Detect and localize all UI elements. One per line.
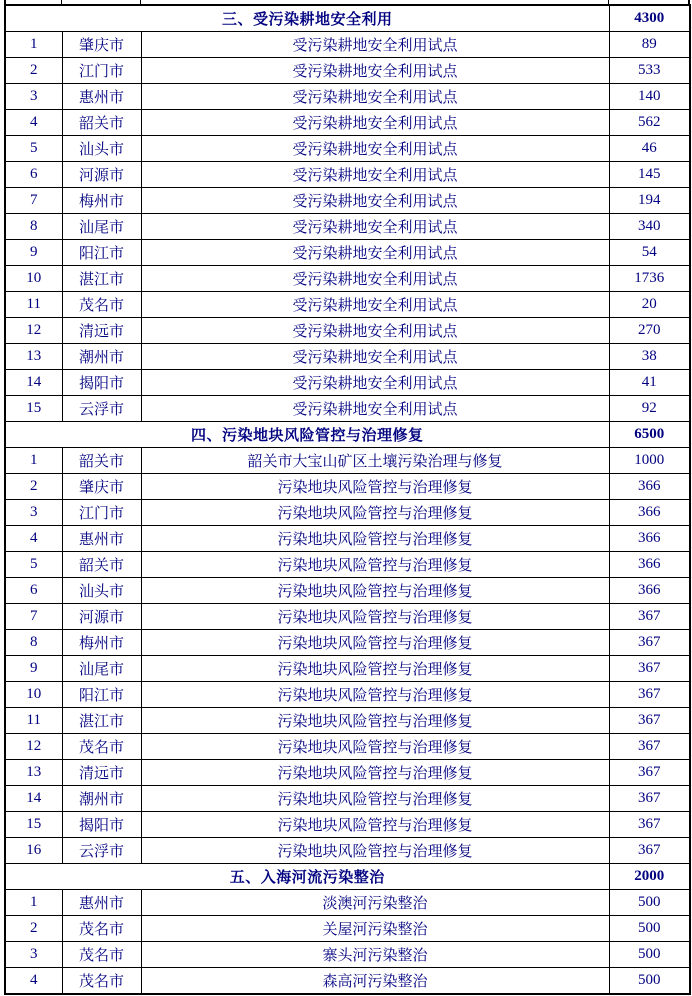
city-cell: 茂名市 [62, 734, 141, 760]
city-cell: 韶关市 [62, 110, 141, 136]
amount-cell: 367 [609, 838, 690, 864]
amount-cell: 366 [609, 474, 690, 500]
allocation-table-body [5, 5, 690, 994]
row-number-cell: 2 [5, 58, 62, 84]
section-header-row [5, 864, 690, 890]
section-title: 四、污染地块风险管控与治理修复 [5, 422, 609, 448]
project-cell: 污染地块风险管控与治理修复 [141, 552, 609, 578]
amount-cell: 41 [609, 370, 690, 396]
table-row [5, 968, 690, 995]
project-cell: 受污染耕地安全利用试点 [141, 344, 609, 370]
amount-cell: 367 [609, 760, 690, 786]
table-row [5, 500, 690, 526]
row-number-cell: 4 [5, 968, 62, 995]
amount-cell: 500 [609, 916, 690, 942]
row-number-cell: 8 [5, 214, 62, 240]
amount-cell: 367 [609, 682, 690, 708]
city-cell: 河源市 [62, 604, 141, 630]
city-cell: 潮州市 [62, 344, 141, 370]
row-number-cell: 1 [5, 32, 62, 58]
table-row [5, 292, 690, 318]
row-number-cell: 8 [5, 630, 62, 656]
row-number-cell: 3 [5, 500, 62, 526]
city-cell: 清远市 [62, 760, 141, 786]
city-cell: 茂名市 [62, 968, 141, 995]
table-row [5, 32, 690, 58]
project-cell: 受污染耕地安全利用试点 [141, 110, 609, 136]
city-cell: 揭阳市 [62, 370, 141, 396]
table-row [5, 734, 690, 760]
city-cell: 惠州市 [62, 84, 141, 110]
project-cell: 受污染耕地安全利用试点 [141, 188, 609, 214]
row-number-cell: 5 [5, 136, 62, 162]
city-cell: 清远市 [62, 318, 141, 344]
section-header-row [5, 422, 690, 448]
table-row [5, 526, 690, 552]
city-cell: 汕头市 [62, 578, 141, 604]
table-row [5, 760, 690, 786]
table-row [5, 916, 690, 942]
table-row [5, 656, 690, 682]
project-cell: 污染地块风险管控与治理修复 [141, 682, 609, 708]
project-cell: 污染地块风险管控与治理修复 [141, 812, 609, 838]
table-row [5, 136, 690, 162]
project-cell: 韶关市大宝山矿区土壤污染治理与修复 [141, 448, 609, 474]
table-row [5, 318, 690, 344]
row-number-cell: 7 [5, 188, 62, 214]
city-cell: 河源市 [62, 162, 141, 188]
table-row [5, 838, 690, 864]
amount-cell: 20 [609, 292, 690, 318]
table-row [5, 682, 690, 708]
table-row [5, 370, 690, 396]
amount-cell: 366 [609, 552, 690, 578]
table-row [5, 474, 690, 500]
table-row [5, 240, 690, 266]
row-number-cell: 10 [5, 266, 62, 292]
city-cell: 湛江市 [62, 266, 141, 292]
city-cell: 汕尾市 [62, 214, 141, 240]
row-number-cell: 9 [5, 240, 62, 266]
city-cell: 惠州市 [62, 890, 141, 916]
table-row [5, 942, 690, 968]
project-cell: 污染地块风险管控与治理修复 [141, 630, 609, 656]
row-number-cell: 10 [5, 682, 62, 708]
project-cell: 污染地块风险管控与治理修复 [141, 656, 609, 682]
city-cell: 揭阳市 [62, 812, 141, 838]
amount-cell: 340 [609, 214, 690, 240]
city-cell: 汕尾市 [62, 656, 141, 682]
allocation-table [4, 4, 691, 995]
amount-cell: 194 [609, 188, 690, 214]
row-number-cell: 11 [5, 708, 62, 734]
table-row [5, 214, 690, 240]
project-cell: 污染地块风险管控与治理修复 [141, 734, 609, 760]
amount-cell: 366 [609, 526, 690, 552]
city-cell: 汕头市 [62, 136, 141, 162]
city-cell: 阳江市 [62, 682, 141, 708]
section-total: 4300 [609, 5, 690, 32]
city-cell: 江门市 [62, 58, 141, 84]
row-number-cell: 12 [5, 318, 62, 344]
city-cell: 肇庆市 [62, 474, 141, 500]
table-row [5, 448, 690, 474]
project-cell: 污染地块风险管控与治理修复 [141, 838, 609, 864]
amount-cell: 92 [609, 396, 690, 422]
amount-cell: 270 [609, 318, 690, 344]
table-row [5, 708, 690, 734]
table-row [5, 266, 690, 292]
amount-cell: 367 [609, 734, 690, 760]
amount-cell: 367 [609, 708, 690, 734]
table-row [5, 344, 690, 370]
city-cell: 茂名市 [62, 916, 141, 942]
amount-cell: 533 [609, 58, 690, 84]
city-cell: 梅州市 [62, 188, 141, 214]
table-row [5, 786, 690, 812]
amount-cell: 367 [609, 630, 690, 656]
amount-cell: 366 [609, 578, 690, 604]
amount-cell: 367 [609, 656, 690, 682]
city-cell: 惠州市 [62, 526, 141, 552]
table-row [5, 604, 690, 630]
city-cell: 云浮市 [62, 838, 141, 864]
amount-cell: 145 [609, 162, 690, 188]
project-cell: 受污染耕地安全利用试点 [141, 162, 609, 188]
table-row [5, 396, 690, 422]
project-cell: 污染地块风险管控与治理修复 [141, 526, 609, 552]
amount-cell: 367 [609, 812, 690, 838]
project-cell: 受污染耕地安全利用试点 [141, 370, 609, 396]
project-cell: 受污染耕地安全利用试点 [141, 292, 609, 318]
amount-cell: 367 [609, 786, 690, 812]
project-cell: 受污染耕地安全利用试点 [141, 214, 609, 240]
amount-cell: 140 [609, 84, 690, 110]
row-number-cell: 15 [5, 396, 62, 422]
city-cell: 韶关市 [62, 448, 141, 474]
city-cell: 茂名市 [62, 942, 141, 968]
amount-cell: 500 [609, 942, 690, 968]
section-total: 2000 [609, 864, 690, 890]
row-number-cell: 5 [5, 552, 62, 578]
row-number-cell: 13 [5, 344, 62, 370]
row-number-cell: 9 [5, 656, 62, 682]
row-number-cell: 14 [5, 786, 62, 812]
project-cell: 污染地块风险管控与治理修复 [141, 708, 609, 734]
project-cell: 关屋河污染整治 [141, 916, 609, 942]
amount-cell: 54 [609, 240, 690, 266]
city-cell: 潮州市 [62, 786, 141, 812]
row-number-cell: 15 [5, 812, 62, 838]
project-cell: 受污染耕地安全利用试点 [141, 84, 609, 110]
row-number-cell: 3 [5, 84, 62, 110]
project-cell: 污染地块风险管控与治理修复 [141, 786, 609, 812]
city-cell: 韶关市 [62, 552, 141, 578]
section-title: 三、受污染耕地安全利用 [5, 5, 609, 32]
project-cell: 污染地块风险管控与治理修复 [141, 500, 609, 526]
amount-cell: 38 [609, 344, 690, 370]
project-cell: 受污染耕地安全利用试点 [141, 32, 609, 58]
row-number-cell: 12 [5, 734, 62, 760]
amount-cell: 367 [609, 604, 690, 630]
table-row [5, 578, 690, 604]
amount-cell: 500 [609, 968, 690, 995]
row-number-cell: 2 [5, 474, 62, 500]
row-number-cell: 11 [5, 292, 62, 318]
amount-cell: 89 [609, 32, 690, 58]
section-title: 五、入海河流污染整治 [5, 864, 609, 890]
city-cell: 茂名市 [62, 292, 141, 318]
row-number-cell: 4 [5, 526, 62, 552]
table-row [5, 84, 690, 110]
project-cell: 受污染耕地安全利用试点 [141, 240, 609, 266]
amount-cell: 366 [609, 500, 690, 526]
row-number-cell: 14 [5, 370, 62, 396]
row-number-cell: 1 [5, 448, 62, 474]
row-number-cell: 3 [5, 942, 62, 968]
table-row [5, 630, 690, 656]
amount-cell: 46 [609, 136, 690, 162]
section-header-row [5, 5, 690, 32]
row-number-cell: 2 [5, 916, 62, 942]
amount-cell: 1736 [609, 266, 690, 292]
project-cell: 受污染耕地安全利用试点 [141, 136, 609, 162]
section-total: 6500 [609, 422, 690, 448]
project-cell: 森高河污染整治 [141, 968, 609, 995]
row-number-cell: 7 [5, 604, 62, 630]
project-cell: 污染地块风险管控与治理修复 [141, 474, 609, 500]
project-cell: 受污染耕地安全利用试点 [141, 58, 609, 84]
table-row [5, 552, 690, 578]
project-cell: 污染地块风险管控与治理修复 [141, 760, 609, 786]
project-cell: 受污染耕地安全利用试点 [141, 396, 609, 422]
row-number-cell: 4 [5, 110, 62, 136]
city-cell: 肇庆市 [62, 32, 141, 58]
city-cell: 阳江市 [62, 240, 141, 266]
project-cell: 寨头河污染整治 [141, 942, 609, 968]
city-cell: 梅州市 [62, 630, 141, 656]
city-cell: 云浮市 [62, 396, 141, 422]
row-number-cell: 6 [5, 578, 62, 604]
project-cell: 污染地块风险管控与治理修复 [141, 604, 609, 630]
row-number-cell: 6 [5, 162, 62, 188]
table-row [5, 110, 690, 136]
project-cell: 淡澳河污染整治 [141, 890, 609, 916]
project-cell: 污染地块风险管控与治理修复 [141, 578, 609, 604]
table-row [5, 162, 690, 188]
table-row [5, 58, 690, 84]
project-cell: 受污染耕地安全利用试点 [141, 318, 609, 344]
city-cell: 湛江市 [62, 708, 141, 734]
table-row [5, 890, 690, 916]
table-row [5, 188, 690, 214]
table-row [5, 812, 690, 838]
row-number-cell: 13 [5, 760, 62, 786]
row-number-cell: 1 [5, 890, 62, 916]
amount-cell: 500 [609, 890, 690, 916]
row-number-cell: 16 [5, 838, 62, 864]
amount-cell: 562 [609, 110, 690, 136]
project-cell: 受污染耕地安全利用试点 [141, 266, 609, 292]
city-cell: 江门市 [62, 500, 141, 526]
amount-cell: 1000 [609, 448, 690, 474]
